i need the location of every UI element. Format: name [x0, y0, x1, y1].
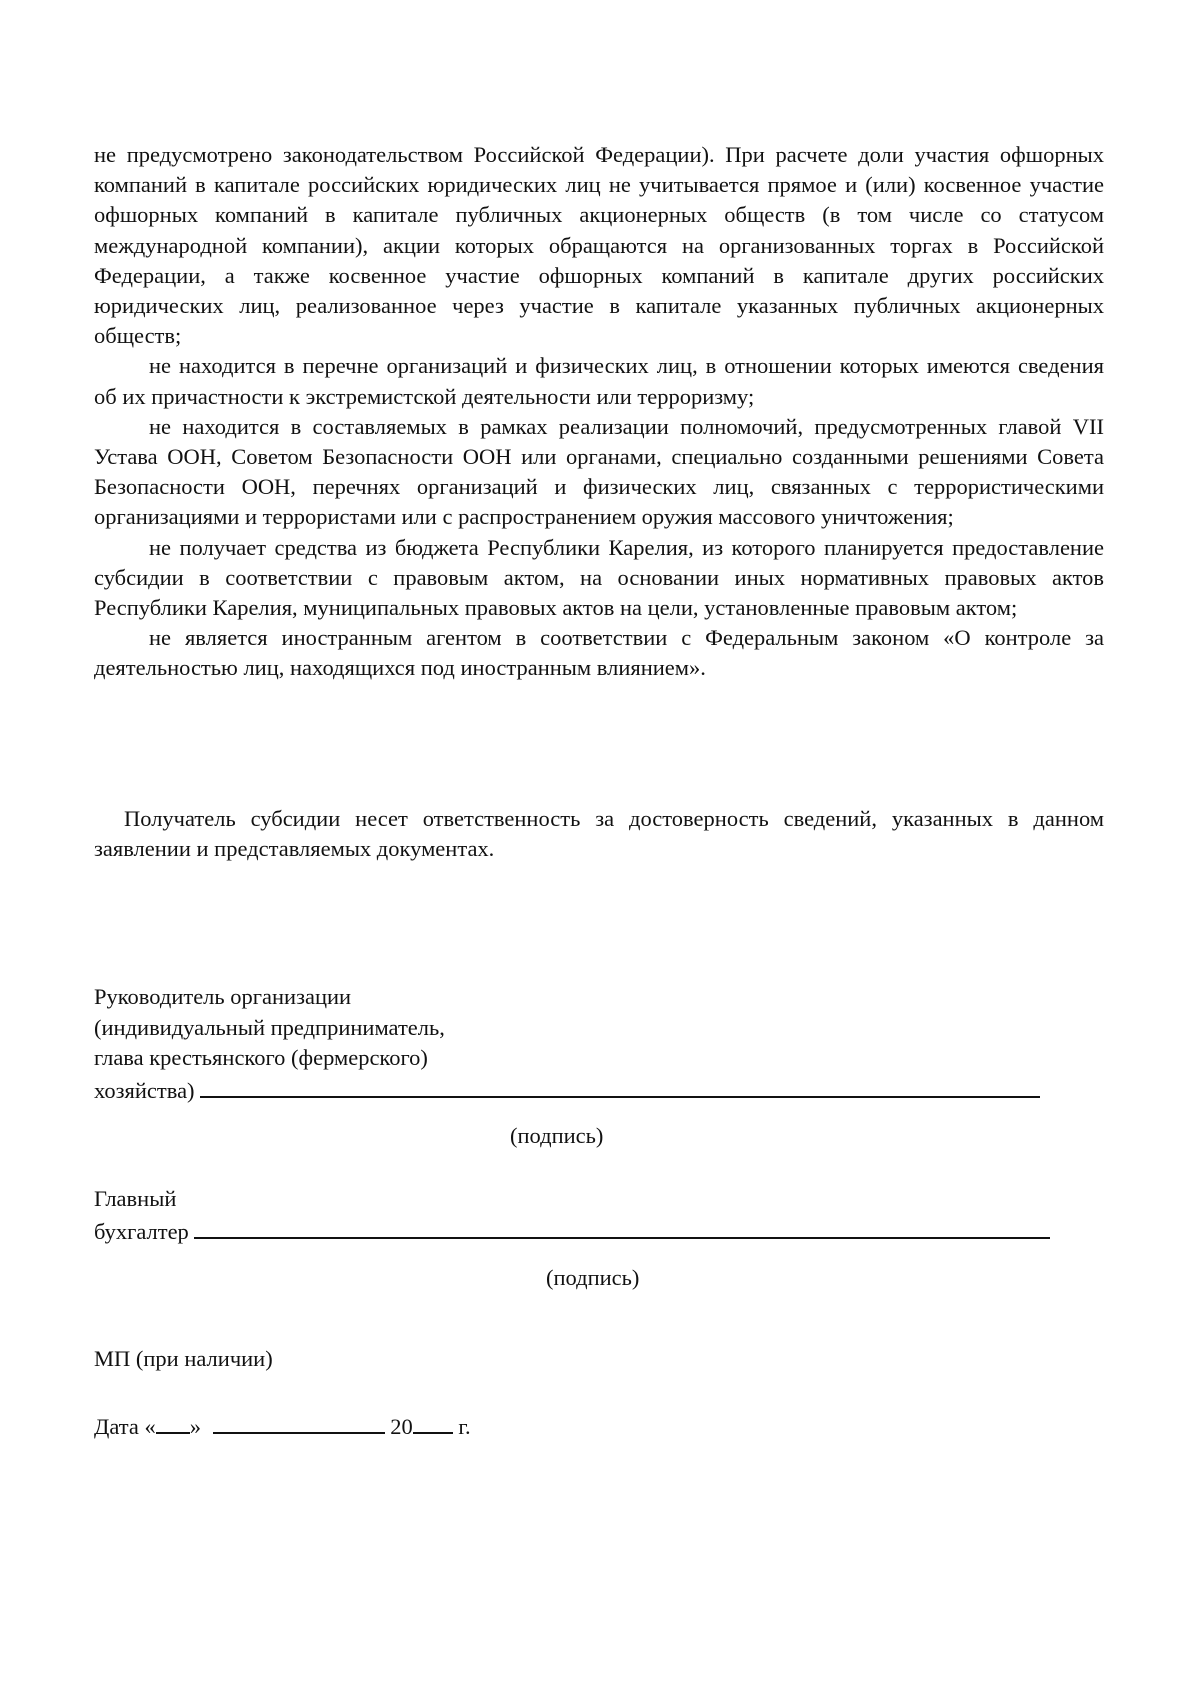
- accountant-title-line-2: бухгалтер: [94, 1218, 189, 1244]
- paragraph-offshore: не предусмотрено законодательством Российской Федерации). При расчете доли участия офшорных компаний в капитале российских юридических лиц не учитывается прямое и (или) косвенное участие офшорных компаний в капитале публичных акционерных обществ (в том числе со статусом международной компании), акции которых обращаются на организованных торгах в Российской Федерации, а также косвенное участие офшорных компаний в капитале других российских юридических лиц, реализованное через участие в капитале указанных публичных акционерных обществ;: [94, 142, 1104, 349]
- date-suffix: г.: [458, 1414, 471, 1439]
- date-row: [94, 1410, 471, 1440]
- stamp-placeholder: МП (при наличии): [94, 1346, 273, 1371]
- head-signature-block: [94, 982, 1040, 1106]
- head-signature-row: [94, 1074, 1040, 1107]
- accountant-title-line-1: Главный: [94, 1186, 177, 1211]
- paragraph-un-lists: не находится в составляемых в рамках реализации полномочий, предусмотренных главой VII Устава ООН, Советом Безопасности ООН или органами, специально созданными решениями Совета Безопасности ООН, перечнях организаций и физических лиц, связанных с террористическими организациями и террористами или с распространением оружия массового уничтожения;: [94, 413, 1104, 530]
- responsibility-statement: Получатель субсидии несет ответственность за достоверность сведений, указанных в данном заявлении и представляемых документах.: [94, 806, 1104, 862]
- accountant-signature-block: [94, 1184, 1050, 1247]
- accountant-signature-field[interactable]: [194, 1215, 1050, 1239]
- date-prefix: Дата «: [94, 1414, 156, 1439]
- head-signature-field[interactable]: [200, 1074, 1040, 1098]
- date-year-prefix: 20: [390, 1414, 413, 1439]
- date-year-field[interactable]: [413, 1410, 453, 1434]
- head-title-line-2: (индивидуальный предприниматель,: [94, 1014, 445, 1040]
- date-quote-close: »: [189, 1414, 201, 1439]
- date-month-field[interactable]: [213, 1410, 385, 1434]
- head-title-line-4: хозяйства): [94, 1077, 195, 1103]
- head-title-line-3: глава крестьянского (фермерского): [94, 1045, 428, 1070]
- accountant-signature-row: [94, 1215, 1050, 1248]
- date-day-field[interactable]: [156, 1410, 190, 1434]
- head-signature-caption: (подпись): [510, 1123, 604, 1148]
- head-title-line-1: Руководитель организации: [94, 984, 352, 1009]
- paragraph-budget: не получает средства из бюджета Республики Карелия, из которого планируется предоставление субсидии в соответствии с правовым актом, на основании иных нормативных правовых актов Республики Карелия, муниципальных правовых актов на цели, установленные правовым актом;: [94, 534, 1104, 621]
- conditions-text: [94, 140, 1104, 684]
- paragraph-foreign-agent: не является иностранным агентом в соответствии с Федеральным законом «О контроле за деятельностью лиц, находящихся под иностранным влиянием».: [94, 625, 1104, 681]
- paragraph-extremism: не находится в перечне организаций и физических лиц, в отношении которых имеются сведения об их причастности к экстремистской деятельности или терроризму;: [94, 353, 1104, 409]
- accountant-signature-caption: (подпись): [546, 1265, 640, 1290]
